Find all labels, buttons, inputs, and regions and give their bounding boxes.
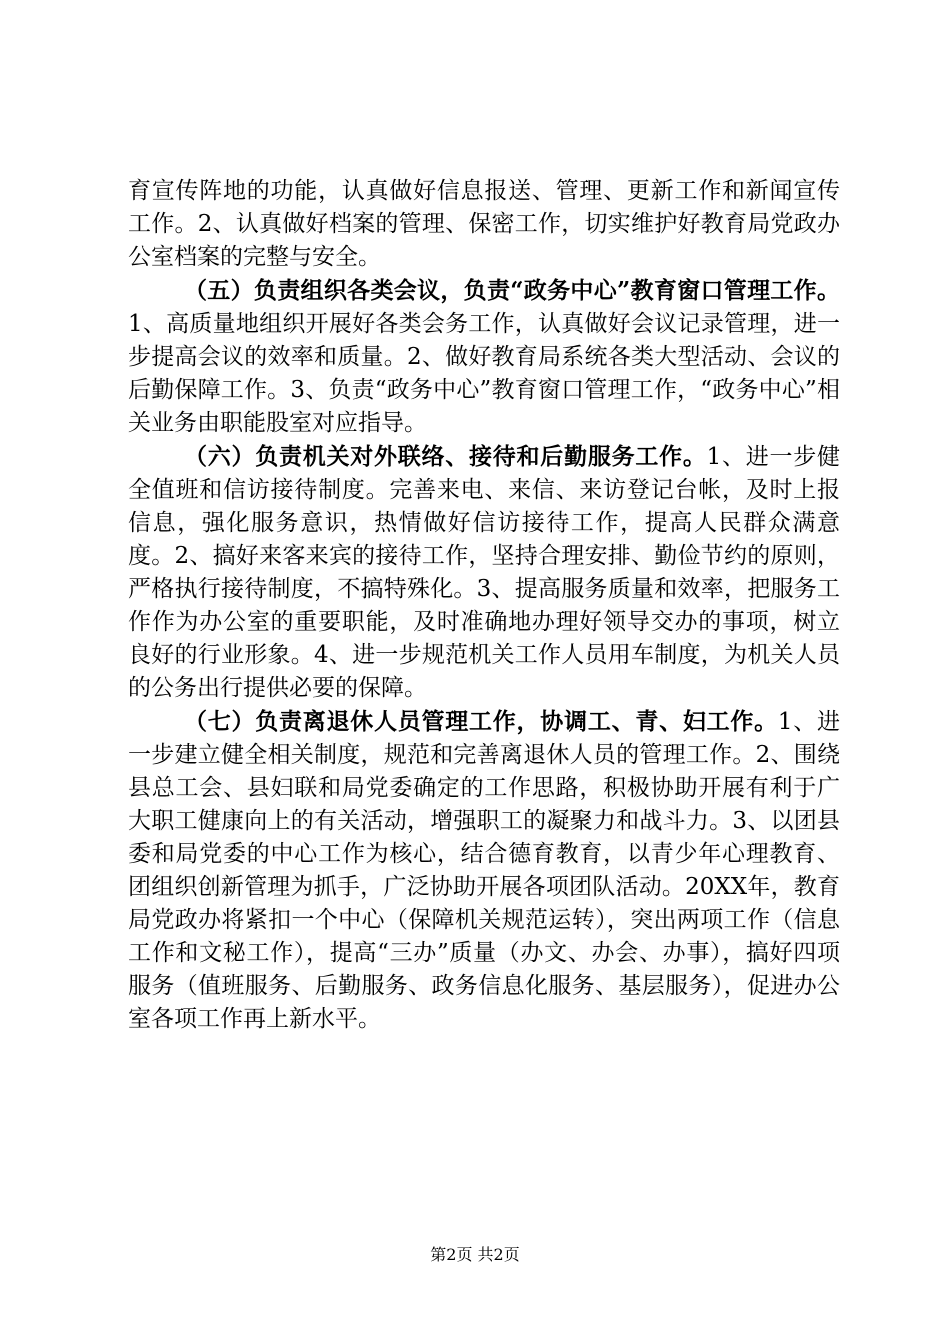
section-heading: （六）负责机关对外联络、接待和后勤服务工作。: [184, 443, 707, 470]
paragraph-text: 育宣传阵地的功能，认真做好信息报送、管理、更新工作和新闻宣传工作。2、认真做好档案的管理、保密工作，切实维护好教育局党政办公室档案的完整与安全。: [128, 178, 840, 270]
page-number-label: 第2页 共2页: [430, 1245, 520, 1264]
document-body: [128, 175, 840, 1036]
paragraph-text: 1、高质量地组织开展好各类会务工作，认真做好会议记录管理，进一步提高会议的效率和质量。2、做好教育局系统各类大型活动、会议的后勤保障工作。3、负责“政务中心”教育窗口管理工作，“政务中心”相关业务由职能股室对应指导。: [128, 311, 840, 436]
section-heading: （五）负责组织各类会议，负责“政务中心”教育窗口管理工作。: [184, 277, 840, 304]
paragraph-section-6: [128, 440, 840, 705]
paragraph-continuation: [128, 175, 840, 274]
page-footer: [0, 1245, 950, 1265]
paragraph-text: 1、进一步健全值班和信访接待制度。完善来电、来信、来访登记台帐，及时上报信息，强化服务意识，热情做好信访接待工作，提高人民群众满意度。2、搞好来客来宾的接待工作，坚持合理安排、勤俭节约的原则，严格执行接待制度，不搞特殊化。3、提高服务质量和效率，把服务工作作为办公室的重要职能，及时准确地办理好领导交办的事项，树立良好的行业形象。4、进一步规范机关工作人员用车制度，为机关人员的公务出行提供必要的保障。: [128, 444, 840, 701]
paragraph-text: 1、进一步建立健全相关制度，规范和完善离退休人员的管理工作。2、围绕县总工会、县妇联和局党委确定的工作思路，积极协助开展有利于广大职工健康向上的有关活动，增强职工的凝聚力和战斗力。3、以团县委和局党委的中心工作为核心，结合德育教育，以青少年心理教育、团组织创新管理为抓手，广泛协助开展各项团队活动。20XX年，教育局党政办将紧扣一个中心（保障机关规范运转），突出两项工作（信息工作和文秘工作），提高“三办”质量（办文、办会、办事），搞好四项服务（值班服务、后勤服务、政务信息化服务、基层服务），促进办公室各项工作再上新水平。: [128, 709, 841, 1032]
paragraph-section-5: [128, 274, 840, 440]
paragraph-section-7: [128, 705, 840, 1036]
section-heading: （七）负责离退休人员管理工作，协调工、青、妇工作。: [184, 708, 778, 735]
